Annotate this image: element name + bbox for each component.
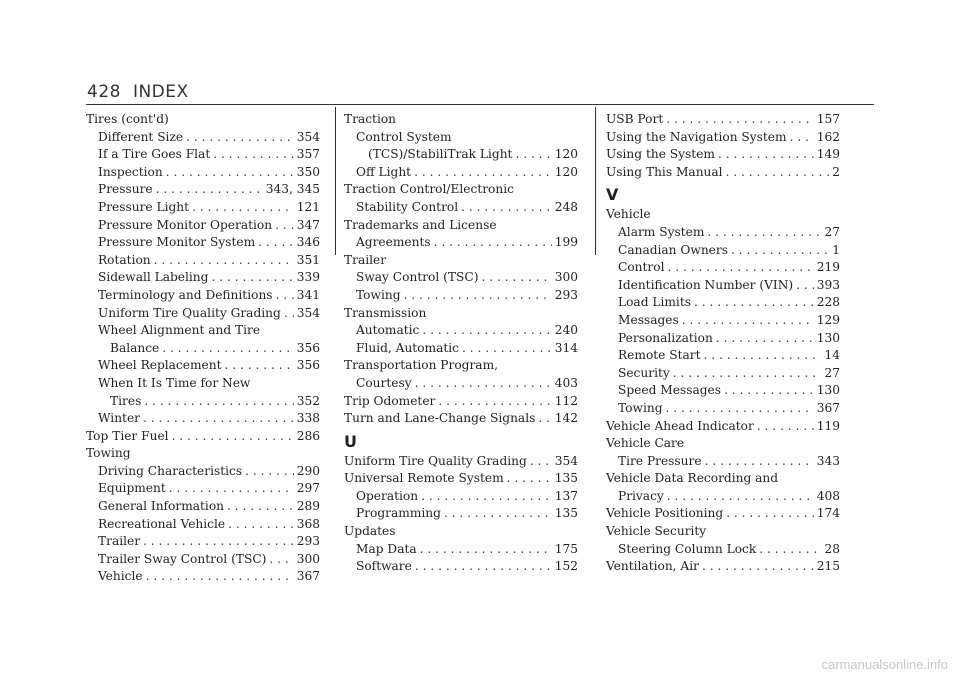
- index-entry: [86, 305, 320, 323]
- index-heading: Transportation Program,: [344, 358, 498, 373]
- dot-leader: [224, 357, 293, 375]
- dot-leader: [169, 480, 294, 498]
- index-entry-term: Tire Pressure: [618, 453, 702, 468]
- index-entry-page: 293: [296, 534, 320, 549]
- dot-leader: [726, 505, 814, 523]
- dot-leader: [269, 551, 293, 569]
- index-entry-term: If a Tire Goes Flat: [98, 147, 211, 162]
- index-entry-page: 174: [816, 506, 840, 521]
- index-entry-page: 300: [554, 270, 578, 285]
- index-entry: [606, 558, 840, 576]
- index-entry-page: 121: [296, 199, 320, 214]
- index-entry-term: Fluid, Automatic: [356, 340, 459, 355]
- index-entry-term: Turn and Lane-Change Signals: [344, 411, 536, 426]
- dot-leader: [796, 277, 814, 295]
- index-entry: [86, 164, 320, 182]
- index-entry-term: Recreational Vehicle: [98, 516, 226, 531]
- dot-leader: [143, 533, 294, 551]
- index-column-2: [344, 111, 578, 576]
- index-entry-term: Sway Control (TSC): [356, 270, 479, 285]
- index-entry: [344, 234, 578, 252]
- index-heading: Tires (cont'd): [86, 112, 169, 126]
- dot-leader: [694, 294, 814, 312]
- index-entry-page: 137: [554, 488, 578, 503]
- dot-leader: [172, 428, 294, 446]
- index-entry: [86, 480, 320, 498]
- index-entry: [344, 453, 578, 471]
- index-entry-term: Trip Odometer: [344, 393, 436, 408]
- dot-leader: [759, 541, 821, 559]
- index-entry-page: 157: [816, 112, 840, 126]
- index-entry-term: Remote Start: [618, 348, 701, 363]
- index-entry: [344, 541, 578, 559]
- index-entry-page: 346: [296, 235, 320, 250]
- index-entry-term: Control: [618, 260, 665, 275]
- index-heading: Trailer: [344, 252, 387, 267]
- index-entry-page: 119: [816, 418, 840, 433]
- dot-leader: [704, 347, 822, 365]
- index-entry-page: 175: [554, 541, 578, 556]
- index-entry: [606, 347, 840, 365]
- index-entry-term: Pressure: [98, 182, 153, 197]
- index-entry-term: Pressure Monitor Operation: [98, 217, 273, 232]
- index-entry-term: Using the Navigation System: [606, 129, 787, 144]
- index-entry-term: Courtesy: [356, 375, 412, 390]
- index-entry: [86, 498, 320, 516]
- index-entry: [86, 533, 320, 551]
- index-entry: [606, 382, 840, 400]
- index-entry: [86, 463, 320, 481]
- index-entry-term: Wheel Replacement: [98, 358, 222, 373]
- index-entry-page: 149: [816, 147, 840, 162]
- index-entry: [86, 551, 320, 569]
- dot-leader: [420, 541, 552, 559]
- index-entry: [606, 277, 840, 295]
- index-entry-page: 199: [554, 235, 578, 250]
- index-entry: [86, 252, 320, 270]
- index-entry: [606, 146, 840, 164]
- dot-leader: [156, 181, 263, 199]
- dot-leader: [705, 453, 814, 471]
- index-heading: When It Is Time for New: [98, 375, 251, 390]
- index-entry-term: USB Port: [606, 112, 664, 126]
- index-entry-page: 215: [816, 559, 840, 574]
- index-entry: [606, 164, 840, 182]
- index-entry-page: 352: [296, 393, 320, 408]
- index-entry-page: 354: [554, 453, 578, 468]
- index-entry: [86, 269, 320, 287]
- index-entry: [606, 294, 840, 312]
- index-entry-page: 248: [554, 199, 578, 214]
- index-entry-term: Terminology and Definitions: [98, 287, 273, 302]
- index-entry: [344, 505, 578, 523]
- dot-leader: [731, 242, 829, 260]
- index-entry-page: 356: [296, 358, 320, 373]
- index-entry-term: Inspection: [98, 164, 163, 179]
- index-entry-term: Identification Number (VIN): [618, 277, 794, 292]
- index-entry-term: Automatic: [356, 323, 420, 338]
- index-column-3: [606, 111, 840, 576]
- index-entry-page: 403: [554, 375, 578, 390]
- index-entry-page: 28: [824, 541, 840, 556]
- index-entry-page: 286: [296, 428, 320, 443]
- index-entry-term: Privacy: [618, 488, 664, 503]
- index-entry: [606, 330, 840, 348]
- index-heading: Control System: [356, 129, 452, 144]
- index-entry-page: 350: [296, 164, 320, 179]
- index-entry: [344, 375, 578, 393]
- index-entry: [86, 568, 320, 586]
- index-entry-term: Agreements: [356, 235, 431, 250]
- dot-leader: [258, 234, 294, 252]
- index-entry: [606, 365, 840, 383]
- index-entry: [606, 224, 840, 242]
- dot-leader: [515, 146, 551, 164]
- index-entry: [86, 217, 320, 235]
- index-entry: [86, 129, 320, 147]
- index-entry: [606, 541, 840, 559]
- dot-leader: [438, 393, 551, 411]
- index-entry-page: 297: [296, 481, 320, 496]
- index-entry: [606, 312, 840, 330]
- index-entry-page: 27: [824, 224, 840, 239]
- index-entry: [86, 428, 320, 446]
- index-entry-page: 130: [816, 383, 840, 398]
- index-entry-term: Uniform Tire Quality Grading: [98, 305, 281, 320]
- index-entry-page: 240: [554, 323, 578, 338]
- index-entry-term: Map Data: [356, 541, 417, 556]
- index-entry: [344, 410, 578, 428]
- index-entry-page: 357: [296, 147, 320, 162]
- dot-leader: [228, 516, 294, 534]
- section-title: INDEX: [132, 82, 189, 102]
- column-divider: [595, 107, 596, 255]
- index-entry-page: 27: [824, 365, 840, 380]
- index-entry-term: Ventilation, Air: [606, 559, 699, 574]
- index-entry-page: 228: [816, 295, 840, 310]
- dot-leader: [227, 498, 294, 516]
- index-entry-page: 290: [296, 463, 320, 478]
- index-entry-term: Messages: [618, 312, 679, 327]
- header-rule: [86, 104, 874, 105]
- dot-leader: [667, 259, 813, 277]
- index-entry: [344, 322, 578, 340]
- index-entry-term: Pressure Monitor System: [98, 235, 256, 250]
- index-entry: [86, 393, 320, 411]
- index-entry-term: Winter: [98, 411, 140, 426]
- dot-leader: [245, 463, 294, 481]
- dot-leader: [211, 269, 293, 287]
- index-entry-term: (TCS)/StabiliTrak Light: [368, 147, 513, 162]
- index-column-1: [86, 111, 320, 586]
- dot-leader: [481, 269, 551, 287]
- index-entry-term: Canadian Owners: [618, 242, 728, 257]
- index-heading: Towing: [86, 446, 131, 461]
- index-entry-page: 341: [296, 287, 320, 302]
- index-entry: [344, 287, 578, 305]
- index-entry-term: Personalization: [618, 330, 713, 345]
- index-entry: [606, 488, 840, 506]
- index-entry-term: Towing: [618, 400, 663, 415]
- index-entry-term: Programming: [356, 506, 441, 521]
- index-entry-term: Speed Messages: [618, 383, 721, 398]
- index-entry-term: General Information: [98, 499, 225, 514]
- index-entry-term: Towing: [356, 287, 401, 302]
- index-entry: [344, 269, 578, 287]
- column-divider: [335, 107, 336, 255]
- index-entry-page: 354: [296, 129, 320, 144]
- dot-leader: [166, 164, 294, 182]
- index-entry-page: 129: [816, 312, 840, 327]
- index-entry-page: 219: [816, 260, 840, 275]
- dot-leader: [707, 224, 821, 242]
- index-entry: [344, 164, 578, 182]
- dot-leader: [415, 375, 552, 393]
- index-entry-page: 343: [816, 453, 840, 468]
- index-entry: [86, 234, 320, 252]
- dot-leader: [757, 418, 814, 436]
- index-entry-page: 339: [296, 270, 320, 285]
- index-entry: [344, 340, 578, 358]
- index-entry: [606, 453, 840, 471]
- index-entry-page: 300: [296, 551, 320, 566]
- index-heading: Vehicle: [606, 207, 651, 222]
- dot-leader: [186, 129, 294, 147]
- page-number: 428: [87, 82, 121, 102]
- index-heading: Trademarks and License: [344, 217, 497, 232]
- index-heading: Traction: [344, 112, 397, 126]
- index-entry-page: 408: [816, 488, 840, 503]
- index-heading: Updates: [344, 524, 396, 539]
- dot-leader: [284, 305, 294, 323]
- dot-leader: [682, 312, 814, 330]
- index-entry: [344, 558, 578, 576]
- index-entry-term: Universal Remote System: [344, 471, 504, 486]
- index-entry: [344, 488, 578, 506]
- index-entry: [606, 111, 840, 129]
- index-entry-term: Rotation: [98, 252, 151, 267]
- index-entry-term: Vehicle Ahead Indicator: [606, 418, 754, 433]
- index-entry-page: 293: [554, 287, 578, 302]
- dot-leader: [213, 146, 294, 164]
- index-entry-page: 112: [554, 393, 578, 408]
- index-entry-page: 120: [554, 147, 578, 162]
- dot-leader: [507, 470, 552, 488]
- dot-leader: [414, 164, 552, 182]
- index-entry: [86, 516, 320, 534]
- index-entry-term: Balance: [110, 340, 160, 355]
- index-entry: [86, 410, 320, 428]
- index-heading: Transmission: [344, 305, 427, 320]
- index-entry: [344, 393, 578, 411]
- dot-leader: [276, 287, 294, 305]
- dot-leader: [724, 382, 814, 400]
- dot-leader: [666, 400, 814, 418]
- page-header: [87, 82, 189, 102]
- index-heading: Traction Control/Electronic: [344, 182, 514, 197]
- dot-leader: [404, 287, 552, 305]
- index-entry: [344, 146, 578, 164]
- index-entry-page: 120: [554, 164, 578, 179]
- index-entry-term: Vehicle Positioning: [606, 506, 724, 521]
- index-entry-term: Trailer: [98, 534, 141, 549]
- dot-leader: [415, 558, 552, 576]
- dot-leader: [667, 488, 814, 506]
- index-entry-page: 2: [832, 164, 840, 179]
- index-entry-term: Sidewall Labeling: [98, 270, 209, 285]
- dot-leader: [718, 146, 814, 164]
- dot-leader: [434, 234, 552, 252]
- dot-leader: [146, 568, 294, 586]
- index-entry: [86, 181, 320, 199]
- index-letter-heading: V: [606, 185, 619, 205]
- index-entry: [86, 340, 320, 358]
- dot-leader: [666, 111, 814, 129]
- index-entry-page: 130: [816, 330, 840, 345]
- index-heading: Vehicle Data Recording and: [606, 471, 779, 486]
- index-entry-term: Using the System: [606, 147, 715, 162]
- index-heading: Vehicle Care: [606, 436, 685, 451]
- index-entry-term: Trailer Sway Control (TSC): [98, 551, 267, 566]
- index-entry-term: Vehicle: [98, 569, 143, 584]
- index-entry: [86, 199, 320, 217]
- index-entry-term: Off Light: [356, 164, 412, 179]
- index-entry: [344, 470, 578, 488]
- index-entry-term: Steering Column Lock: [618, 541, 757, 556]
- index-entry-page: 135: [554, 471, 578, 486]
- index-entry: [606, 400, 840, 418]
- dot-leader: [726, 164, 830, 182]
- index-heading: Wheel Alignment and Tire: [98, 323, 261, 338]
- index-entry-page: 347: [296, 217, 320, 232]
- index-entry: [86, 287, 320, 305]
- dot-leader: [421, 488, 552, 506]
- index-entry-page: 162: [816, 129, 840, 144]
- index-entry-term: Equipment: [98, 481, 166, 496]
- index-entry-page: 356: [296, 340, 320, 355]
- index-entry: [606, 129, 840, 147]
- index-entry-page: 338: [296, 411, 320, 426]
- index-entry-term: Operation: [356, 488, 419, 503]
- index-entry-term: Load Limits: [618, 295, 691, 310]
- dot-leader: [422, 322, 551, 340]
- index-entry-page: 343, 345: [265, 182, 320, 197]
- index-entry-term: Driving Characteristics: [98, 463, 243, 478]
- index-heading: Vehicle Security: [606, 524, 707, 539]
- index-entry-page: 367: [816, 400, 840, 415]
- dot-leader: [144, 393, 293, 411]
- index-entry-page: 351: [296, 252, 320, 267]
- index-entry-term: Tires: [110, 393, 142, 408]
- dot-leader: [192, 199, 294, 217]
- dot-leader: [461, 199, 552, 217]
- index-entry: [606, 242, 840, 260]
- index-entry-term: Uniform Tire Quality Grading: [344, 453, 527, 468]
- dot-leader: [673, 365, 822, 383]
- index-entry-term: Top Tier Fuel: [86, 428, 169, 443]
- index-entry: [606, 505, 840, 523]
- index-entry-page: 14: [824, 348, 840, 363]
- index-entry-term: Security: [618, 365, 670, 380]
- index-entry-page: 152: [554, 559, 578, 574]
- index-entry-page: 314: [554, 340, 578, 355]
- index-entry-page: 289: [296, 499, 320, 514]
- index-entry-page: 1: [832, 242, 840, 257]
- index-entry-page: 393: [816, 277, 840, 292]
- index-entry-page: 368: [296, 516, 320, 531]
- dot-leader: [444, 505, 552, 523]
- dot-leader: [716, 330, 814, 348]
- index-entry-term: Alarm System: [618, 224, 705, 239]
- dot-leader: [530, 453, 552, 471]
- dot-leader: [162, 340, 293, 358]
- dot-leader: [790, 129, 814, 147]
- index-entry-page: 142: [554, 411, 578, 426]
- dot-leader: [462, 340, 552, 358]
- index-entry: [86, 146, 320, 164]
- index-entry-term: Pressure Light: [98, 199, 190, 214]
- index-entry: [606, 418, 840, 436]
- watermark: carmanualsonline.info: [821, 657, 948, 672]
- index-entry-page: 354: [296, 305, 320, 320]
- dot-leader: [154, 252, 294, 270]
- index-entry: [344, 199, 578, 217]
- dot-leader: [143, 410, 294, 428]
- dot-leader: [538, 410, 551, 428]
- index-entry-page: 135: [554, 506, 578, 521]
- index-entry: [606, 259, 840, 277]
- index-entry: [86, 357, 320, 375]
- dot-leader: [275, 217, 294, 235]
- index-letter-heading: U: [344, 431, 357, 451]
- index-entry-term: Different Size: [98, 129, 184, 144]
- dot-leader: [702, 558, 814, 576]
- index-entry-page: 367: [296, 569, 320, 584]
- index-entry-term: Stability Control: [356, 199, 459, 214]
- index-entry-term: Software: [356, 559, 412, 574]
- index-entry-term: Using This Manual: [606, 164, 723, 179]
